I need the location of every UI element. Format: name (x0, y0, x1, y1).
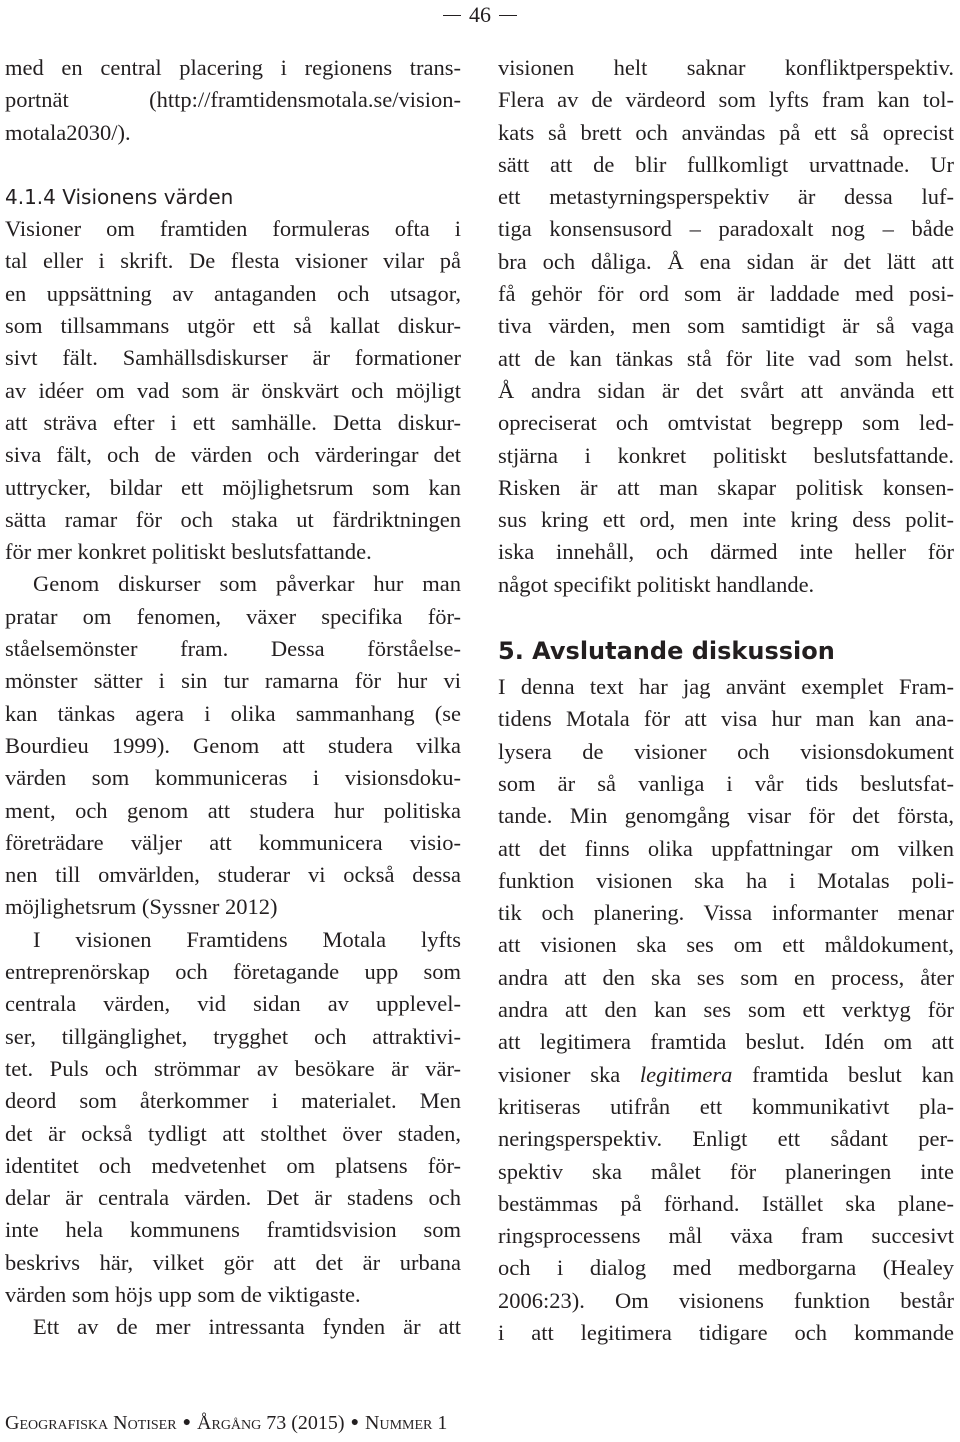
text-line: som tillsammans utgör ett så kallat diskur- (5, 313, 461, 339)
text-line: få gehör för ord som är laddade med posi- (498, 281, 954, 307)
text-line: andra att den ska ses som en process, åter (498, 964, 954, 990)
text-line: inte hela kommunens framtidsvision som (5, 1217, 461, 1243)
text-line: att det finns olika uppfattningar om vilken (498, 835, 954, 861)
text-line: siva fält, och de värden och värderingar det (5, 442, 461, 468)
left-column (5, 52, 461, 1344)
page-number (440, 2, 520, 28)
text-line: värden som kommuniceras i visionsdoku- (5, 765, 461, 791)
text-line: Flera av de värdeord som lyfts fram kan tol- (498, 87, 954, 113)
text-line: Bourdieu 1999). Genom att studera vilka (5, 732, 461, 758)
text-line: Risken är att man skapar politisk konsen- (498, 474, 954, 500)
text-line: en uppsättning av antaganden och utsagor, (5, 280, 461, 306)
text-line: för mer konkret politiskt beslutsfattande. (5, 539, 372, 565)
text-line: sus kring ett ord, men inte kring dess polit- (498, 507, 954, 533)
text-line: mönster sätter i sin tur ramarna för hur vi (5, 668, 461, 694)
text-line: 2006:23). Om visionens funktion består (498, 1287, 954, 1313)
text-line: Å andra sidan är det svårt att använda ett (498, 377, 954, 403)
text-line: motala2030/). (5, 119, 131, 145)
emphasis: legitimera (639, 1061, 733, 1087)
text-line: Ett av de mer intressanta fynden är att (33, 1314, 461, 1340)
text-line: funktion visionen ska ha i Motalas poli- (498, 867, 954, 893)
text-line: tik och planering. Vissa informanter menar (498, 900, 954, 926)
text-line: nen till omvärlden, studerar vi också dessa (5, 862, 461, 888)
text-line: tande. Min genomgång visar för det första, (498, 803, 954, 829)
text-line: delar är centrala värden. Det är stadens och (5, 1185, 461, 1211)
text-line: beskrivs här, vilket gör att det är urbana (5, 1249, 461, 1275)
text-line: kats så brett och användas på ett så oprecist (498, 119, 954, 145)
right-column-paragraph (498, 671, 954, 1349)
text-line: I visionen Framtidens Motala lyfts (33, 926, 461, 952)
text-line: som är så vanliga i vår tids beslutsfat- (498, 770, 954, 796)
running-footer (5, 1412, 447, 1435)
text-line: kan tänkas agera i olika sammanhang (se (5, 700, 461, 726)
footer-journal: Geografiska Notiser (5, 1412, 177, 1434)
text-line: lysera de visioner och visionsdokument (498, 738, 954, 764)
text-line: uttrycker, bildar ett möjlighetsrum som kan (5, 474, 461, 500)
text-line: sivt fält. Samhällsdiskurser är formationer (5, 345, 461, 371)
text-line: centrala värden, vid sidan av upplevel- (5, 991, 461, 1017)
text-line: tiva värden, men som samtidigt är så vaga (498, 313, 954, 339)
text-line: företrädare väljer att kommunicera visio- (5, 829, 461, 855)
text-line: pratar om fenomen, växer specifika för- (5, 603, 461, 629)
text-line: av idéer om vad som är önskvärt och möjligt (5, 377, 461, 403)
text-line: att visionen ska ses om ett måldokument, (498, 932, 954, 958)
text-line: ser, tillgänglighet, trygghet och attraktivi- (5, 1023, 461, 1049)
text-line: ståelsemönster fram. Dessa förståelse- (5, 636, 461, 662)
text-line: värden som höjs upp som de viktigaste. (5, 1281, 361, 1307)
text-line: att sträva efter i ett samhälle. Detta diskur- (5, 409, 461, 435)
text-line: iska innehåll, och därmed inte heller för (498, 539, 954, 565)
footer-bullet: ● (182, 1415, 192, 1430)
text-line: spektiv ska målet för planeringen inte (498, 1158, 954, 1184)
text-line: ringsprocessens mål växa fram succesivt (498, 1223, 954, 1249)
text-line: deord som återkommer i materialet. Men (5, 1088, 461, 1114)
text-line: ment, och genom att studera hur politiska (5, 797, 461, 823)
text-line: Visioner om framtiden formuleras ofta i (5, 216, 461, 242)
text-line: och i dialog med medborgarna (Healey (498, 1255, 954, 1281)
text-line: I denna text har jag använt exemplet Fram- (498, 674, 954, 700)
page-number-left-rule (443, 15, 461, 16)
text-line: att legitimera framtida beslut. Idén om att (498, 1029, 954, 1055)
text-line: sätt att de blir fullkomligt urvattnade. Ur (498, 151, 954, 177)
text-line: tidens Motala för att visa hur man kan ana- (498, 706, 954, 732)
footer-issue: Nummer 1 (365, 1412, 448, 1434)
text-line: bra och dåliga. Å ena sidan är det lätt att (498, 248, 954, 274)
page-number-right-rule (499, 15, 517, 16)
text-line: tal eller i skrift. De flesta visioner vilar på (5, 248, 461, 274)
text-line: något specifikt politiskt handlande. (498, 571, 815, 597)
text-line: det är också tydligt att stolthet över staden, (5, 1120, 461, 1146)
text-line: visionen helt saknar konfliktperspektiv. (498, 55, 954, 80)
text-line: sätta ramar för och staka ut färdriktningen (5, 506, 461, 532)
text-line: neringsperspektiv. Enligt ett sådant per- (498, 1126, 954, 1152)
text-line: i att legitimera tidigare och kommande (498, 1319, 954, 1345)
text-line: tet. Puls och strömmar av besökare är vär- (5, 1055, 461, 1081)
footer-bullet: ● (350, 1415, 360, 1430)
text-line: att de kan tänkas stå för lite vad som helst. (498, 345, 954, 371)
text-line: bestämmas på förhand. Istället ska plane- (498, 1190, 954, 1216)
subsection-heading: 4.1.4 Visionens värden (5, 184, 234, 209)
text-line: tiga konsensusord – paradoxalt nog – både (498, 216, 954, 242)
text-line: Genom diskurser som påverkar hur man (33, 571, 461, 597)
text-line: andra att den kan ses som ett verktyg för (498, 997, 954, 1023)
text-line: portnät (http://framtidensmotala.se/vision- (5, 87, 461, 113)
text-line: kritiseras utifrån ett kommunikativt pla- (498, 1093, 954, 1119)
text-line: opreciserat och omtvistat begrepp som led- (498, 410, 954, 436)
text-line: entreprenörskap och företagande upp som (5, 959, 461, 985)
right-column-paragraph (498, 52, 954, 601)
text-line: identitet och medvetenhet om platsens för- (5, 1152, 461, 1178)
text-line: stjärna i konkret politiskt beslutsfattande. (498, 442, 954, 468)
page-number-text: 46 (469, 2, 491, 27)
text-line: visioner ska legitimera framtida beslut kan (498, 1061, 954, 1087)
right-column (498, 52, 954, 1349)
paragraph-gap (5, 149, 461, 181)
text-line: möjlighetsrum (Syssner 2012) (5, 894, 278, 920)
text-line: med en central placering i regionens trans- (5, 55, 461, 80)
footer-volume: Årgång 73 (2015) (197, 1412, 345, 1434)
section-heading: 5. Avslutande diskussion (498, 637, 835, 666)
text-line: ett metastyrningsperspektiv är dessa luf- (498, 184, 954, 210)
